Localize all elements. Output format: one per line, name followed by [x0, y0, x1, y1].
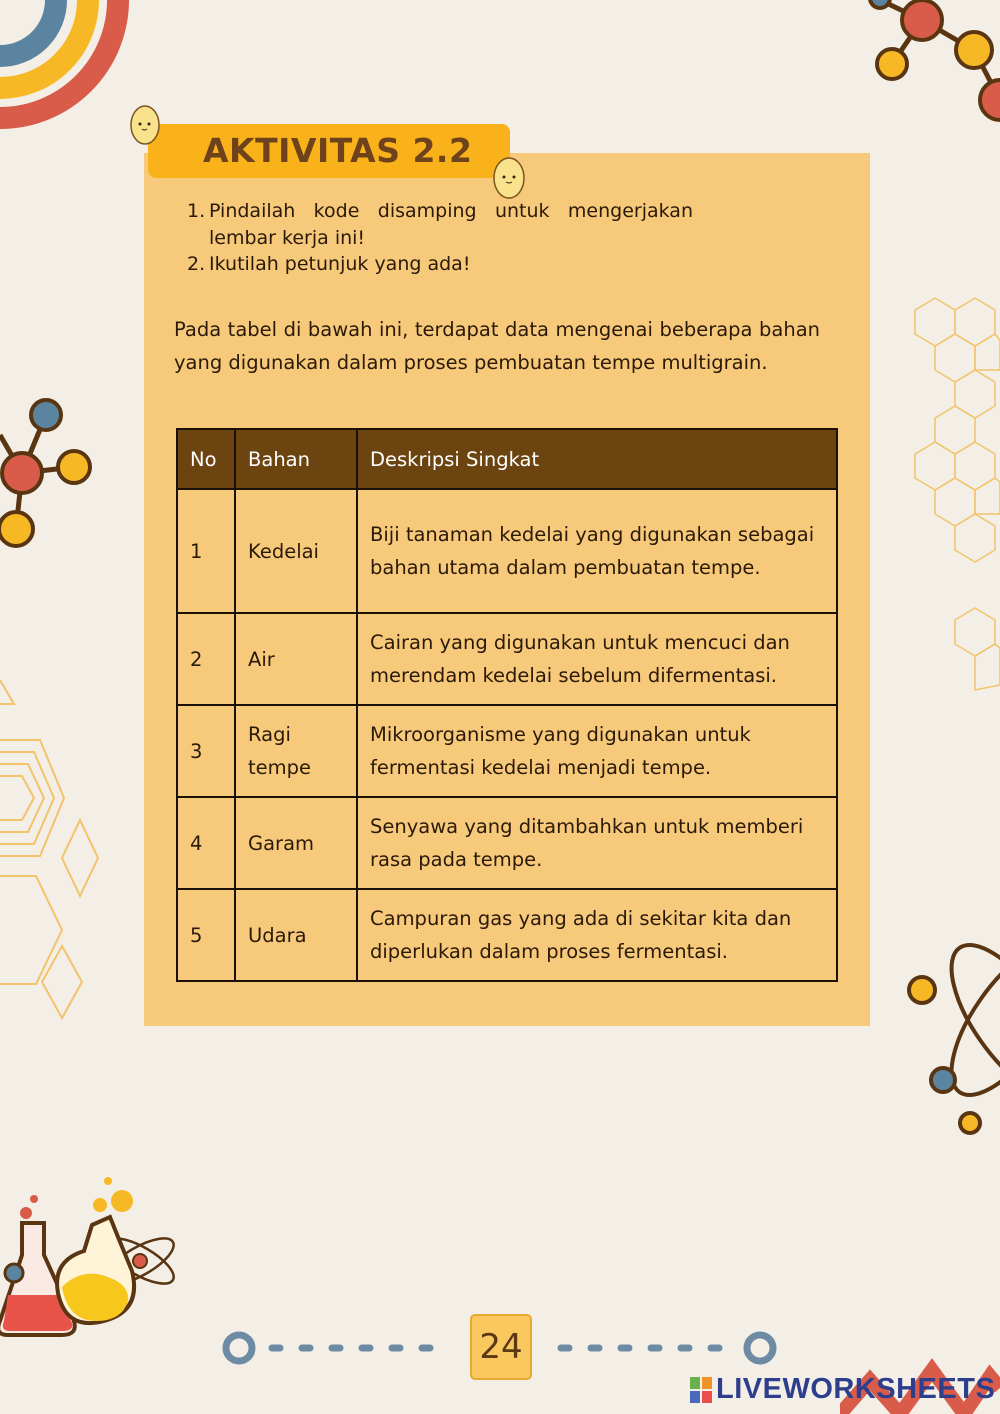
dotted-line-left	[222, 1330, 447, 1366]
cell-deskripsi: Cairan yang digunakan untuk mencuci dan merendam kedelai sebelum difermentasi.	[357, 613, 837, 705]
table-row	[177, 613, 837, 705]
table-header-row	[177, 429, 837, 489]
arc-decoration	[0, 0, 140, 140]
flask-icon	[0, 1175, 185, 1345]
atom-icon	[900, 880, 1000, 1140]
cell-deskripsi: Senyawa yang ditambahkan untuk memberi rasa pada tempe.	[357, 797, 837, 889]
hexagon-pattern	[0, 680, 105, 1025]
instruction-list	[183, 198, 693, 278]
soybean-mascot-icon	[492, 156, 526, 200]
liveworksheets-logo-icon	[690, 1377, 712, 1403]
cell-deskripsi: Biji tanaman kedelai yang digunakan sebagai bahan utama dalam pembuatan tempe.	[357, 489, 837, 613]
cell-bahan: Garam	[235, 797, 357, 889]
cell-no: 4	[177, 797, 235, 889]
list-item-text: Ikutilah petunjuk yang ada!	[209, 253, 471, 275]
cell-bahan: Ragi tempe	[235, 705, 357, 797]
column-header-bahan: Bahan	[235, 429, 357, 489]
cell-no: 1	[177, 489, 235, 613]
cell-deskripsi: Campuran gas yang ada di sekitar kita dan diperlukan dalam proses fermentasi.	[357, 889, 837, 981]
hexagon-pattern	[905, 290, 1000, 695]
cell-no: 2	[177, 613, 235, 705]
cell-bahan: Udara	[235, 889, 357, 981]
list-item	[183, 198, 693, 251]
dotted-line-right	[555, 1330, 780, 1366]
cell-no: 5	[177, 889, 235, 981]
list-item	[183, 251, 693, 278]
molecule-icon	[860, 0, 1000, 140]
soybean-mascot-icon	[129, 104, 161, 146]
column-header-no: No	[177, 429, 235, 489]
table-row	[177, 797, 837, 889]
list-item-text: Pindailah kode disamping untuk mengerjakan lembar kerja ini!	[209, 200, 693, 249]
cell-bahan: Air	[235, 613, 357, 705]
liveworksheets-brand-text: LIVEWORKSHEETS	[716, 1373, 996, 1405]
table-row	[177, 705, 837, 797]
cell-deskripsi: Mikroorganisme yang digunakan untuk fermentasi kedelai menjadi tempe.	[357, 705, 837, 797]
list-item-number: 2.	[187, 253, 206, 275]
liveworksheets-logo[interactable]	[690, 1372, 995, 1406]
table-row	[177, 889, 837, 981]
molecule-icon	[0, 395, 100, 555]
column-header-deskripsi: Deskripsi Singkat	[357, 429, 837, 489]
list-item-number: 1.	[187, 200, 206, 222]
cell-bahan: Kedelai	[235, 489, 357, 613]
activity-title: AKTIVITAS 2.2	[203, 131, 473, 170]
intro-paragraph: Pada tabel di bawah ini, terdapat data mengenai beberapa bahan yang digunakan dalam proses pembuatan tempe multigrain.	[174, 318, 820, 374]
table-row	[177, 489, 837, 613]
page-number: 24	[479, 1327, 523, 1367]
cell-no: 3	[177, 705, 235, 797]
materials-table	[176, 428, 838, 982]
page-number-badge	[470, 1314, 532, 1380]
